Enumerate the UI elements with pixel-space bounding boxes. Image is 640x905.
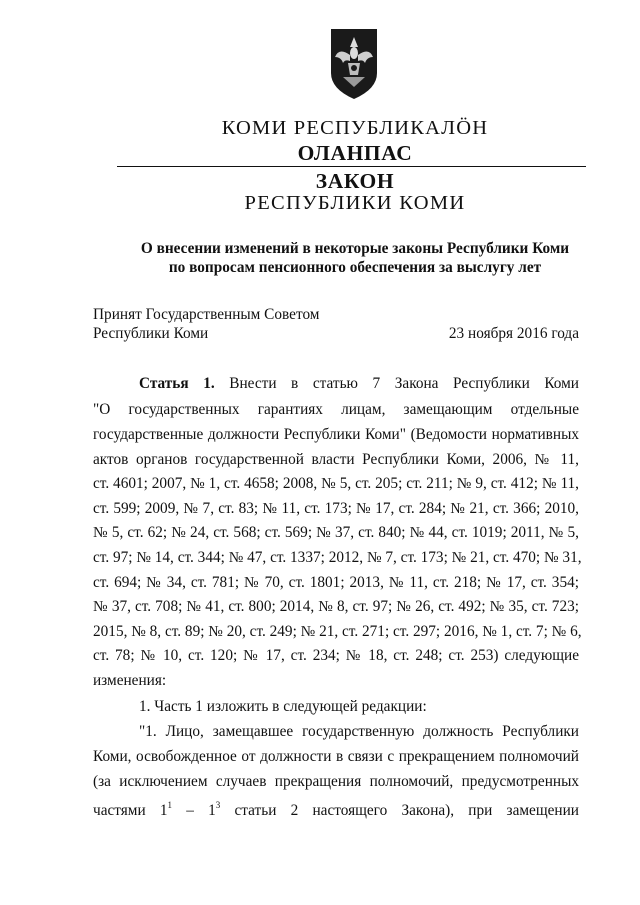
quote-last-line-end: статьи 2 настоящего Закона), при замещении <box>220 802 579 819</box>
adopted-by-line-2: Республики Коми <box>93 325 209 342</box>
quote-line: (за исключением случаев прекращения полномочий, предусмотренных <box>93 773 579 790</box>
quote-last-line-dash: – 1 <box>172 802 216 819</box>
adopted-by-line-1: Принят Государственным Советом <box>93 306 320 323</box>
article-line: ст. 694; № 34, ст. 781; № 70, ст. 1801; 2013, № 11, ст. 218; № 17, ст. 354; <box>93 574 579 591</box>
quote-line: "1. Лицо, замещавшее государственную должность Республики <box>139 723 579 740</box>
article-1-first-line <box>139 374 579 393</box>
article-line: актов органов государственной власти Республики Коми, 2006, № 11, <box>93 451 579 468</box>
item-1-line: 1. Часть 1 изложить в следующей редакции: <box>139 698 427 715</box>
header-olanpas: ОЛАНПАС <box>297 141 413 165</box>
article-line: № 5, ст. 62; № 24, ст. 568; ст. 569; № 37, ст. 840; № 44, ст. 1019; 2011, № 5, <box>93 524 579 541</box>
article-line: 2015, № 8, ст. 89; № 20, ст. 249; № 21, ст. 271; ст. 297; 2016, № 1, ст. 7; № 6, <box>93 623 582 640</box>
law-subject-line-1: О внесении изменений в некоторые законы Республики Коми <box>140 240 570 257</box>
article-line: ст. 97; № 14, ст. 344; № 47, ст. 1337; 2012, № 7, ст. 173; № 21, ст. 470; № 31, <box>93 549 582 566</box>
law-subject-line-2: по вопросам пенсионного обеспечения за выслугу лет <box>168 259 542 276</box>
header-respubliki-komi: РЕСПУБЛИКИ КОМИ <box>244 192 466 214</box>
article-line: ст. 78; № 10, ст. 120; № 17, ст. 234; № 18, ст. 248; ст. 253) следующие <box>93 647 579 664</box>
header-komi-republic: КОМИ РЕСПУБЛИКАЛÖН <box>221 117 489 139</box>
quote-line: Коми, освобожденное от должности в связи с прекращением полномочий <box>93 748 579 765</box>
superscript-1: 1 <box>167 800 173 810</box>
article-line: № 37, ст. 708; № 41, ст. 800; 2014, № 8, ст. 97; № 26, ст. 492; № 35, ст. 723; <box>93 598 579 615</box>
quote-last-line-start: частями 1 <box>93 802 168 819</box>
article-1-heading: Статья 1. <box>139 375 215 392</box>
header-zakon: ЗАКОН <box>315 169 395 193</box>
article-line: изменения: <box>93 672 167 689</box>
article-1-first-line-text: Внести в статью 7 Закона Республики Коми <box>229 375 579 392</box>
article-line: ст. 599; 2009, № 7, ст. 83; № 11, ст. 173; № 17, ст. 284; № 21, ст. 366; 2010, <box>93 500 579 517</box>
adoption-date: 23 ноября 2016 года <box>448 325 579 342</box>
superscript-3: 3 <box>215 800 221 810</box>
article-line: государственные должности Республики Коми" (Ведомости нормативных <box>93 426 579 443</box>
header-divider <box>117 166 586 167</box>
quote-last-line <box>93 801 579 820</box>
article-line: ст. 4601; 2007, № 1, ст. 4658; 2008, № 5, ст. 205; ст. 211; № 9, ст. 412; № 11, <box>93 475 579 492</box>
article-line: "О государственных гарантиях лицам, замещающим отдельные <box>93 401 579 418</box>
komi-coat-of-arms-icon <box>329 27 379 101</box>
